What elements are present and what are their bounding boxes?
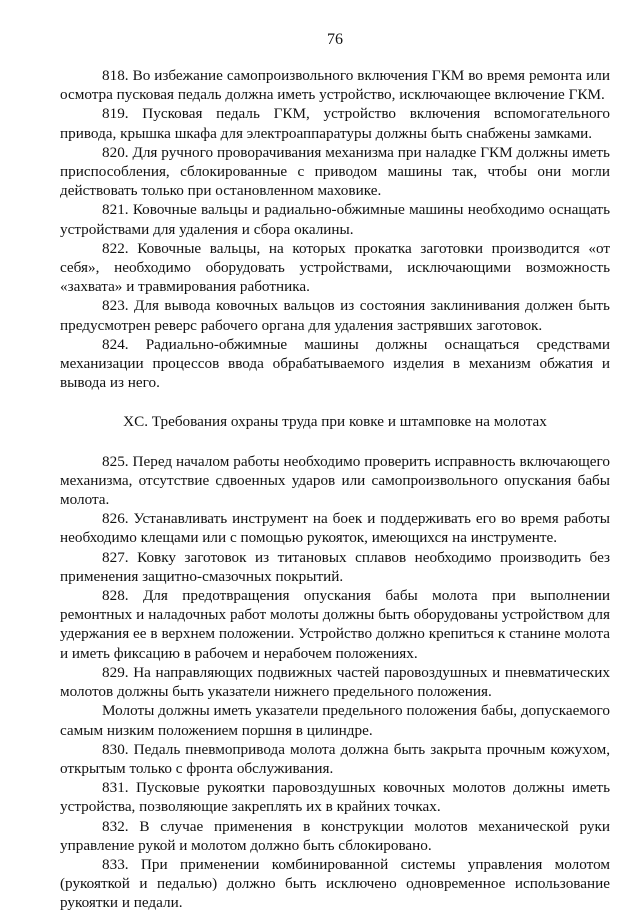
paragraph-831: 831. Пусковые рукоятки паровоздушных ковочных молотов должны иметь устройства, позволяющие закреплять их в крайних точках. <box>60 779 610 816</box>
paragraph-829-continuation: Молоты должны иметь указатели предельного положения бабы, допускаемого самым низким положением поршня в цилиндре. <box>60 702 610 739</box>
paragraph-828: 828. Для предотвращения опускания бабы молота при выполнении ремонтных и наладочных работ молоты должны быть оборудованы устройством для удержания ее в верхнем положении. Устройство должно крепиться к станине молота и иметь фиксацию в рабочем и нерабочем положениях. <box>60 587 610 662</box>
paragraph-820: 820. Для ручного проворачивания механизма при наладке ГКМ должны иметь приспособления, сблокированные с приводом машины так, чтобы они могли действовать только при остановленном маховике. <box>60 143 610 200</box>
paragraph-826: 826. Устанавливать инструмент на боек и поддерживать его во время работы необходимо клещами или с помощью рукояток, имеющихся на инструменте. <box>60 510 610 547</box>
paragraph-818: 818. Во избежание самопроизвольного включения ГКМ во время ремонта или осмотра пусковая педаль должна иметь устройство, исключающее включение ГКМ. <box>60 67 610 104</box>
paragraph-829: 829. На направляющих подвижных частей паровоздушных и пневматических молотов должны быть указатели нижнего предельного положения. <box>60 663 610 701</box>
paragraph-833: 833. При применении комбинированной системы управления молотом (рукояткой и педалью) должно быть исключено одновременное использование рукоятки и педали. <box>60 855 610 912</box>
paragraph-827: 827. Ковку заготовок из титановых сплавов необходимо производить без применения защитно-смазочных покрытий. <box>60 548 610 585</box>
paragraph-825: 825. Перед началом работы необходимо проверить исправность включающего механизма, отсутствие сдвоенных ударов или самопроизвольного опускания бабы молота. <box>60 452 610 509</box>
paragraph-821: 821. Ковочные вальцы и радиально-обжимные машины необходимо оснащать устройствами для удаления и сбора окалины. <box>60 201 610 238</box>
page-number: 76 <box>327 31 343 48</box>
paragraph-822: 822. Ковочные вальцы, на которых прокатка заготовки производится «от себя», необходимо оборудовать устройствами, исключающими возможность «захвата» и травмирования работника. <box>60 239 610 296</box>
paragraph-819: 819. Пусковая педаль ГКМ, устройство включения вспомогательного привода, крышка шкафа для электроаппаратуры должны быть снабжены замками. <box>60 105 610 142</box>
paragraph-823: 823. Для вывода ковочных вальцов из состояния заклинивания должен быть предусмотрен реверс рабочего органа для удаления застрявших заготовок. <box>60 297 610 334</box>
paragraph-832: 832. В случае применения в конструкции молотов механической руки управление рукой и молотом должно быть сблокировано. <box>60 817 610 854</box>
section-heading: XC. Требования охраны труда при ковке и штамповке на молотах <box>123 413 547 431</box>
paragraph-830: 830. Педаль пневмопривода молота должна быть закрыта прочным кожухом, открытым только с фронта обслуживания. <box>60 740 610 777</box>
paragraphs-before-section <box>60 66 610 392</box>
paragraph-824: 824. Радиально-обжимные машины должны оснащаться средствами механизации процессов ввода обрабатываемого изделия в механизм обжатия и вывода из него. <box>60 335 610 392</box>
paragraphs-after-section <box>60 452 610 913</box>
